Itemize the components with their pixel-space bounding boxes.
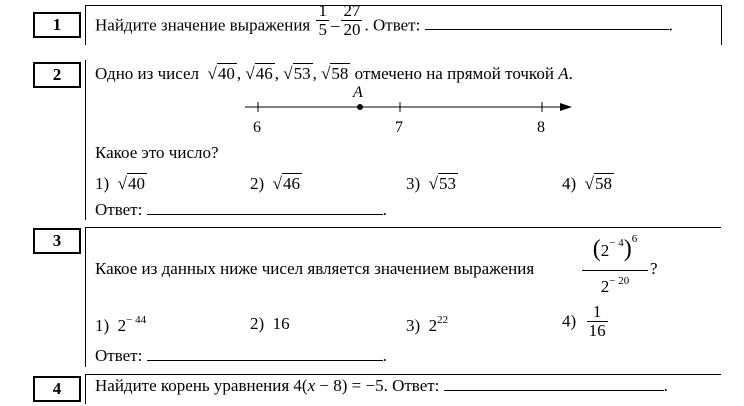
- expr-numerator: $(2^{- 4})^6$: [592, 233, 638, 262]
- frac-denominator: 5: [318, 20, 327, 39]
- expression-fraction: [582, 226, 648, 297]
- task-number-4: 4: [33, 376, 81, 402]
- task-2-question: Какое это число?: [95, 143, 219, 162]
- task-3-text: Какое из данных ниже чисел является значением выражения: [95, 259, 535, 278]
- option-2-1[interactable]: 1) √40: [95, 174, 146, 193]
- task-1-text: Найдите значение выражения: [95, 15, 311, 35]
- frac-denominator: 20: [343, 20, 361, 39]
- frame-left-4: [85, 374, 86, 404]
- option-3-2[interactable]: 2) 16: [250, 314, 290, 333]
- answer-field-4[interactable]: [444, 376, 664, 391]
- sqrt-58: √58: [321, 64, 349, 83]
- point-a-dot: [357, 104, 363, 110]
- frac-numerator: 1: [318, 1, 327, 20]
- option-2-3[interactable]: 3) √53: [406, 174, 457, 193]
- tick-label-7: 7: [395, 119, 403, 135]
- fraction-27-20: [341, 2, 362, 39]
- task-1-line: [95, 1, 673, 39]
- sqrt-53: √53: [283, 64, 311, 83]
- minus-sign: –: [330, 15, 340, 35]
- frame-right-1: [721, 5, 722, 45]
- sqrt-40: √40: [207, 64, 235, 83]
- expr-denominator: $2^{- 20}$: [582, 270, 648, 297]
- option-2-2[interactable]: 2) √46: [250, 174, 301, 193]
- task-number-3: 3: [33, 228, 81, 254]
- frame-top-1: [85, 5, 721, 6]
- period: .: [668, 15, 673, 35]
- answer-field-2[interactable]: [147, 200, 383, 215]
- frac-numerator: 27: [343, 1, 361, 20]
- task-3-answer: Ответ: .: [95, 346, 387, 365]
- task-2-line: Одно из чисел √40 , √46 , √53 , √58 отмечено на прямой точкой A.: [95, 64, 573, 83]
- task-4-line: Найдите корень уравнения 4(x − 8) = −5. Ответ: .: [95, 376, 668, 395]
- point-a-label: A: [353, 84, 363, 101]
- option-3-1[interactable]: 1) $2^{- 44}$: [95, 314, 147, 335]
- tick-label-8: 8: [537, 119, 545, 135]
- answer-field-3[interactable]: [147, 346, 383, 361]
- fraction-1-5: [316, 2, 329, 39]
- point-a: A: [558, 64, 569, 83]
- option-3-3[interactable]: 3) $2^{22}$: [406, 314, 449, 335]
- answer-label: . Ответ:: [364, 15, 421, 35]
- number-line: [240, 80, 580, 135]
- frame-top-4: [85, 374, 721, 375]
- answer-field-1[interactable]: [425, 15, 669, 30]
- question-mark: ?: [650, 259, 658, 278]
- option-3-4[interactable]: 4) $\frac{1}{16}$: [562, 302, 606, 340]
- equation: 4(x − 8) = −5: [293, 376, 384, 395]
- task-2-answer: Ответ: .: [95, 200, 387, 219]
- frame-left-1: [85, 5, 86, 45]
- task-number-1: 1: [33, 12, 81, 38]
- axis-arrow: [560, 103, 572, 111]
- task-2-prefix: Одно из чисел: [95, 64, 200, 83]
- frame-left-2: [85, 60, 86, 220]
- tick-label-6: 6: [253, 119, 261, 135]
- frame-left-3: [85, 227, 86, 367]
- option-2-4[interactable]: 4) √58: [562, 174, 613, 193]
- task-2-suffix: отмечено на прямой точкой: [354, 64, 554, 83]
- sqrt-46: √46: [245, 64, 273, 83]
- task-number-2: 2: [33, 62, 81, 88]
